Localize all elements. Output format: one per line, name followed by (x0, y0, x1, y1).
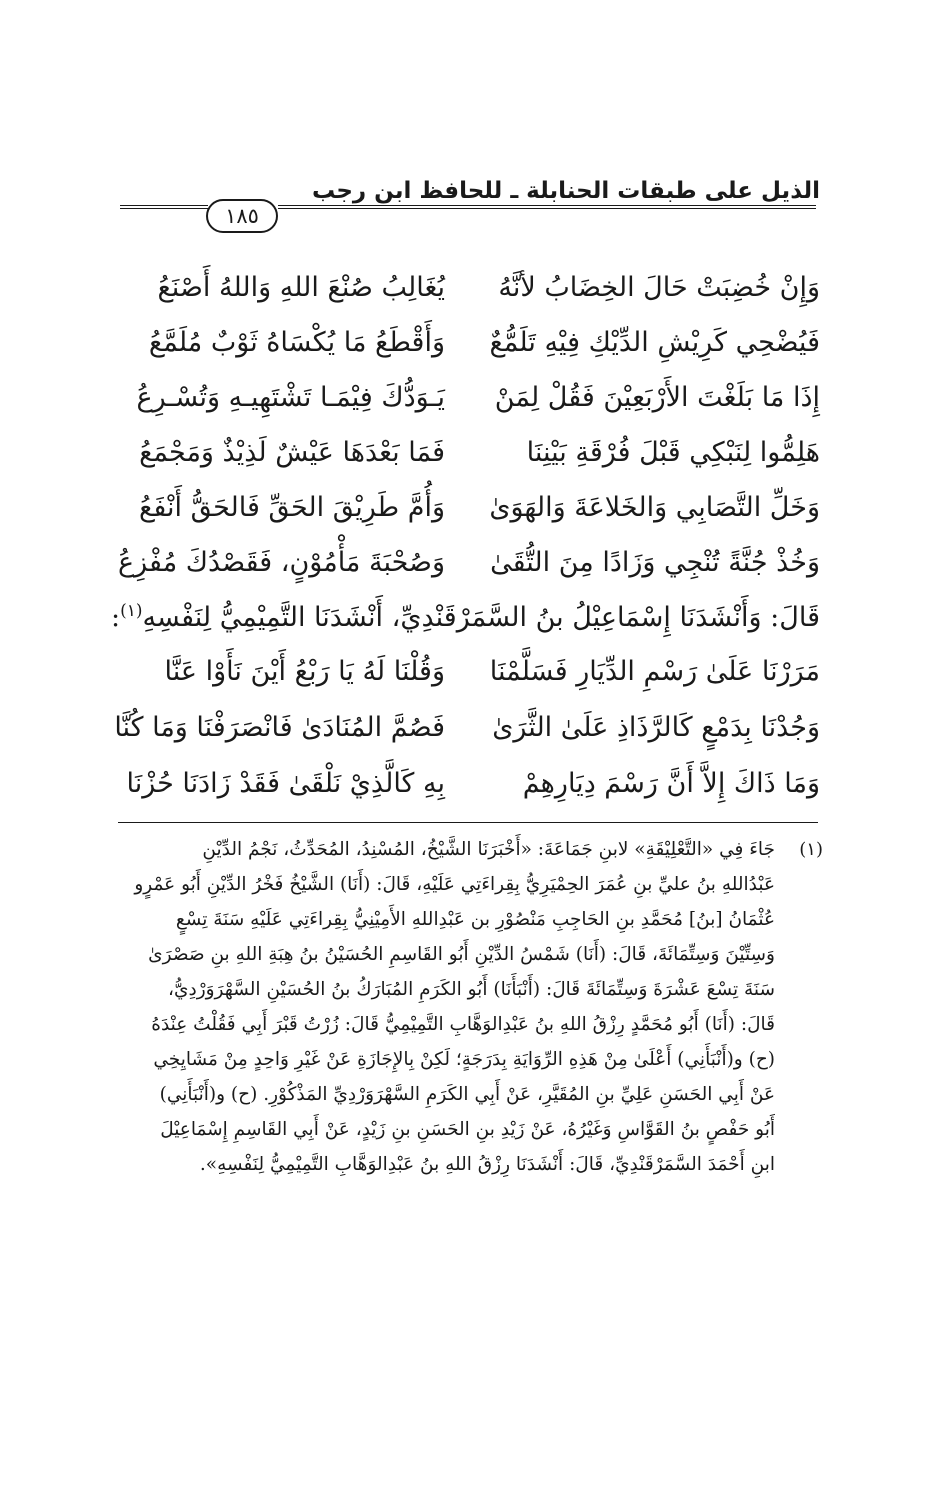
verse-line (120, 759, 820, 809)
footnote-line: وَسِتِّيْنَ وَسِتِّمَائَةَ، قَالَ: (أَنَا) شَمْسُ الدِّيْنِ أَبُو القَاسِمِ الحُسَيْنُ بنُ هِبَةِ اللهِ بنِ صَصْرَىٰ (148, 944, 775, 965)
verse-first-hemistich: وَمَا ذَاكَ إِلاَّ أَنَّ رَسْمَ دِيَارِهِمْ (522, 768, 820, 799)
verse-line (120, 318, 820, 368)
verse-second-hemistich: فَمَا بَعْدَهَا عَيْشٌ لَذِيْذٌ وَمَجْمَعُ (139, 437, 445, 468)
header-rule-left (120, 205, 208, 212)
header-rule-right (278, 205, 816, 212)
verse-line (120, 373, 820, 423)
verse-line (120, 428, 820, 478)
footnote-line: جَاءَ فِي «التَّعْلِيْقَةِ» لابنِ جَمَاعَةَ: «أَخْبَرَنَا الشَّيْخُ، المُسْنِدُ، المُحَدِّثُ، نَجْمُ الدِّيْنِ (202, 839, 775, 860)
verse-first-hemistich: وَإِنْ خُضِبَتْ حَالَ الخِضَابُ لأنَّهُ (498, 272, 820, 303)
verse-first-hemistich: فَيُضْحِي كَرِيْشِ الدِّيْكِ فِيْهِ تَلَمُّعٌ (489, 327, 820, 358)
verse-second-hemistich: يُغَالِبُ صُنْعَ اللهِ وَاللهُ أَصْنَعُ (157, 272, 445, 303)
verse-line (120, 263, 820, 313)
verse-line (120, 483, 820, 533)
footnote-line: (ح) و(أَنْبَأَنِي) أَعْلَىٰ مِنْ هَذِهِ الرِّوَايَةِ بِدَرَجَةٍ؛ لَكِنْ بِالإِجَازَةِ عَنْ غَيْرِ وَاحِدٍ مِنْ مَشَايِخِي (153, 1049, 775, 1070)
verse-second-hemistich: يَـوَدُّكَ فِيْمَـا تَشْتَهِيـهِ وَتُسْـرِعُ (136, 382, 445, 413)
verse-second-hemistich: وَصُحْبَةَ مَأْمُوْنٍ، فَقَصْدُكَ مُفْزِعُ (118, 547, 445, 578)
verse-second-hemistich: وَأَقْطَعُ مَا يُكْسَاهُ ثَوْبٌ مُلَمَّعُ (148, 327, 445, 358)
intro-text: قَالَ: وَأَنْشَدَنَا إِسْمَاعِيْلُ بنُ السَّمَرْقَنْدِيِّ، أَنْشَدَنَا التَّمِيْمِيُّ لِنَفْسِهِ (142, 602, 820, 633)
verse-first-hemistich: مَرَرْنَا عَلَىٰ رَسْمِ الدِّيَارِ فَسَلَّمْنَا (489, 656, 820, 687)
footnote-line: ابنِ أَحْمَدَ السَّمَرْقَنْدِيِّ، قَالَ: أَنْشَدَنَا رِزْقُ اللهِ بنُ عَبْدِالوَهَّابِ التَّمِيْمِيُّ لِنَفْسِهِ». (199, 1154, 775, 1175)
verse-line (120, 647, 820, 697)
verse-first-hemistich: إِذَا مَا بَلَغْتَ الأَرْبَعِيْنَ فَقُلْ لِمَنْ (494, 382, 820, 413)
verse-line (120, 538, 820, 588)
running-header-title: الذيل على طبقات الحنابلة ـ للحافظ ابن رجب (311, 178, 820, 204)
footnote-line: قَالَ: (أَنَا) أَبُو مُحَمَّدٍ رِزْقُ اللهِ بنُ عَبْدِالوَهَّابِ التَّمِيْمِيُّ قَالَ: زُرْتُ قَبْرَ أَبِي فَقُلْتُ عِنْدَهُ (151, 1014, 775, 1035)
verse-second-hemistich: وَقُلْنَا لَهُ يَا رَبْعُ أَيْنَ نَأَوْا عَنَّا (164, 656, 445, 687)
intro-colon: : (111, 602, 121, 633)
footnote-line: عَبْدُاللهِ بنُ عليِّ بنِ عُمَرَ الحِمْيَرِيُّ بِقِراءَتِي عَلَيْهِ، قَالَ: (أَنَا) الشَّيْخُ فَخْرُ الدِّيْنِ أَبُو عَمْرٍو (134, 874, 775, 895)
footnote-divider (118, 822, 818, 823)
verse-first-hemistich: وَخُذْ جُنَّةً تُنْجِي وَزَادًا مِنَ التُّقَىٰ (490, 547, 820, 578)
verse-first-hemistich: وَخَلِّ التَّصَابِي وَالخَلاعَةَ وَالهَوَىٰ (489, 492, 820, 523)
footnote-line: عَنْ أَبِي الحَسَنِ عَلِيِّ بنِ المُقَيَّرِ، عَنْ أَبِي الكَرَمِ السَّهْرَوَرْدِيِّ المَذْكُوْرِ. (ح) و(أَنْبَأَنِي) (159, 1084, 775, 1105)
footnote-number: (١) (799, 839, 823, 860)
footnote-line: سَنَةَ تِسْعَ عَشْرَةَ وَسِتِّمَائَةَ قَالَ: (أَنْبَأَنَا) أَبُو الكَرَمِ المُبَارَكُ بنُ الحُسَيْنِ السَّهْرَوَرْدِيُّ، (168, 979, 775, 1000)
page-number-badge: ١٨٥ (206, 199, 278, 233)
verse-line (114, 703, 820, 753)
footnote-reference: (١) (120, 601, 143, 621)
verse-first-hemistich: هَلِمُّوا لِنَبْكِي قَبْلَ فُرْقَةِ بَيْنِنَا (526, 437, 820, 468)
verse-second-hemistich: وَأُمَّ طَرِيْقَ الحَقِّ فَالحَقُّ أَنْفَعُ (138, 492, 445, 523)
footnote-line: عُثْمَانُ [بنُ] مُحَمَّدِ بنِ الحَاجِبِ مَنْصُوْرِ بن عَبْدِاللهِ الأَمِيْنِيُّ بِقِراءَتِي عَلَيْهِ سَنَةَ تِسْعٍ (175, 909, 775, 930)
verse-second-hemistich: فَصُمَّ المُنَادَىٰ فَانْصَرَفْنَا وَمَا كُنَّا (114, 712, 445, 743)
intro-paragraph (111, 596, 820, 640)
verse-second-hemistich: بِهِ كَالَّذِيْ نَلْقَىٰ فَقَدْ زَادَنَا حُزْنَا (126, 768, 445, 799)
footnote-line: أَبُو حَفْصٍ بنُ القَوَّاسِ وَغَيْرُهُ، عَنْ زَيْدِ بنِ الحَسَنِ بنِ زَيْدٍ، عَنْ أَبِي القَاسِمِ إِسْمَاعِيْلَ (160, 1119, 775, 1140)
verse-first-hemistich: وَجُدْنَا بِدَمْعٍ كَالرَّذَاذِ عَلَىٰ الثَّرَىٰ (492, 712, 820, 743)
